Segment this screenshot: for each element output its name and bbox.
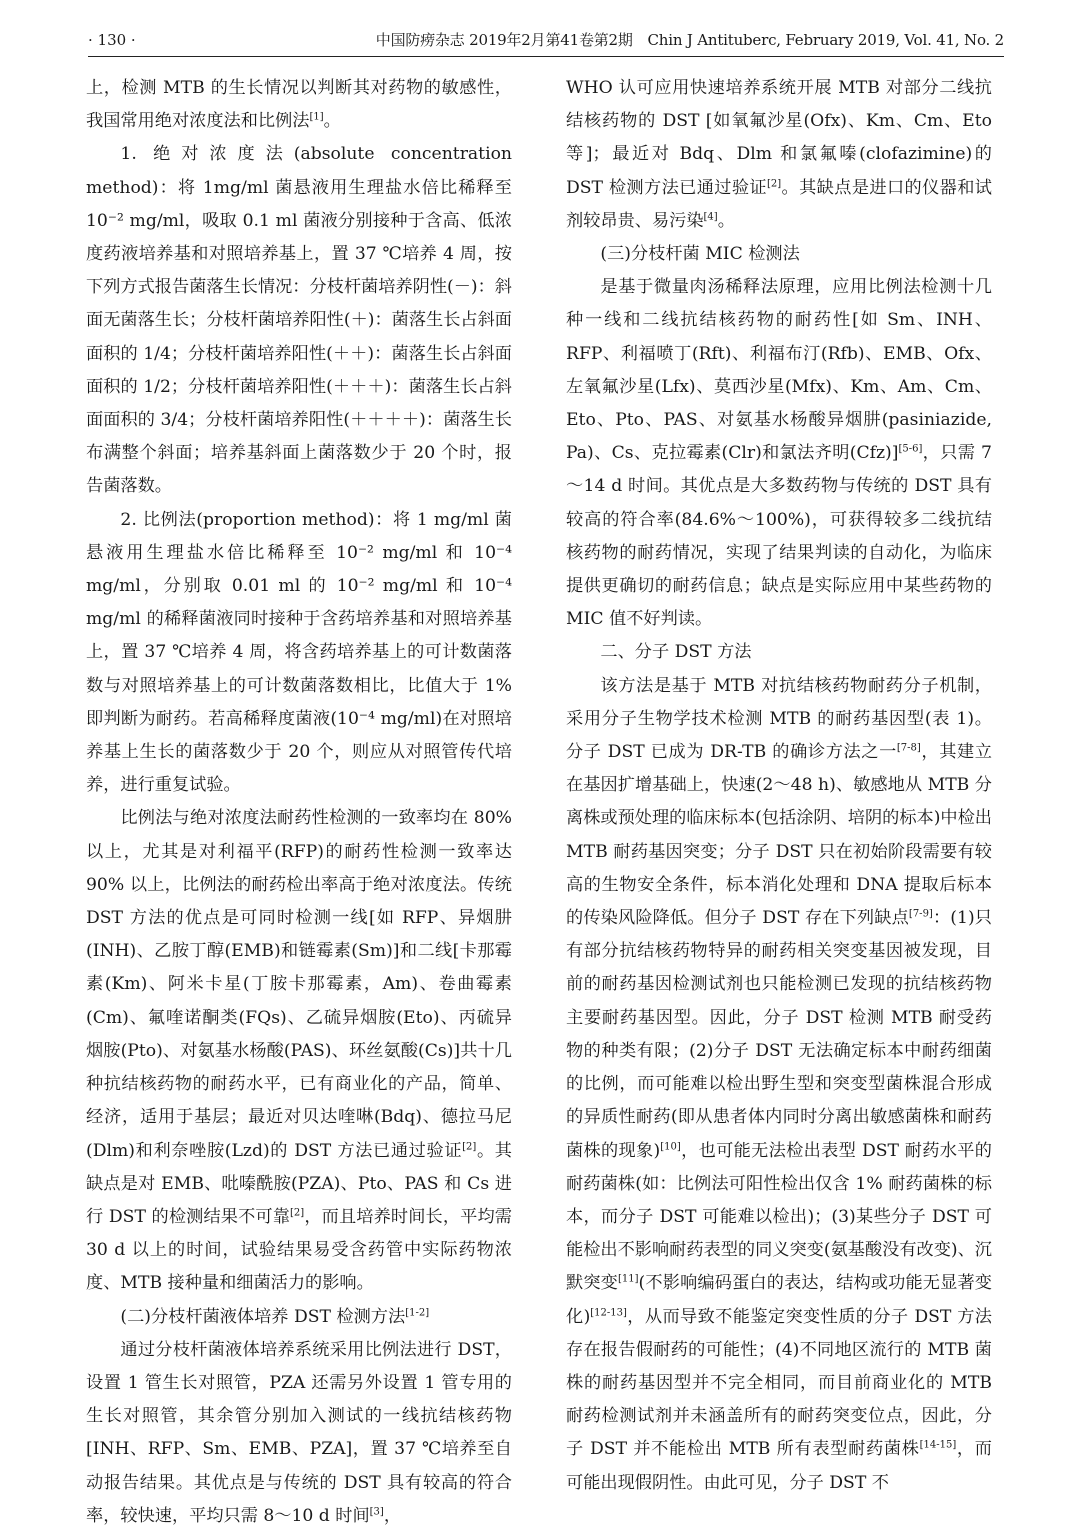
running-header — [88, 26, 1004, 54]
citation[interactable]: [1-2] — [405, 1306, 430, 1318]
citation[interactable]: [14-15] — [919, 1439, 957, 1451]
section-heading: 二、分子 DST 方法 — [600, 642, 752, 663]
section-heading: (三)分枝杆菌 MIC 检测法 — [600, 244, 800, 265]
citation[interactable]: [12-13] — [590, 1306, 627, 1318]
left-column — [86, 72, 512, 1533]
citation[interactable]: [3] — [369, 1506, 384, 1517]
citation[interactable]: [4] — [703, 211, 718, 223]
citation[interactable]: [7-8] — [896, 742, 921, 754]
citation[interactable]: [2] — [462, 1140, 477, 1152]
paragraph: 该方法是基于 MTB 对抗结核药物耐药分子机制，采用分子生物学技术检测 MTB 的耐药基因型(表 1)。分子 DST 已成为 DR-TB 的确诊方法之一[7-8]，其建立在基因扩增基础上，快速(2～48 h)、敏感地从 MTB 分离株或预处理的临床标本(包括涂阴、培阴的标本)中检出 MTB 耐药基因突变；分子 DST 只在初始阶段需要有较高的生物安全条件，标本消化处理和 DNA 提取后标本的传染风险降低。但分子 DST 存在下列缺点[7-9]：(1)只有部分抗结核药物特异的耐药相关突变基因被发现，目前的耐药基因检测试剂也只能检测已发现的抗结核药物主要耐药基因型。因此，分子 DST 检测 MTB 耐受药物的种类有限；(2)分子 DST 无法确定标本中耐药细菌的比例，而可能难以检出野生型和突变型菌株混合形成的异质性耐药(即从患者体内同时分离出敏感菌株和耐药菌株的现象)[10]，也可能无法检出表型 DST 耐药水平的耐药菌株(如：比例法可阳性检出仅含 1% 耐药菌株的标本，而分子 DST 可能难以检出)；(3)某些分子 DST 可能检出不影响耐药表型的同义突变(氨基酸没有改变)、沉默突变[11](不影响编码蛋白的表达，结构或功能无显著变化)[12-13]，从而导致不能鉴定突变性质的分子 DST 方法存在报告假耐药的可能性；(4)不同地区流行的 MTB 菌株的耐药基因型并不完全相同，而目前商业化的 MTB 耐药检测试剂并未涵盖所有的耐药突变位点，因此，分子 DST 并不能检出 MTB 所有表型耐药菌株[14-15]，而可能出现假阴性。由此可见，分子 DST 不 — [566, 675, 992, 1493]
paragraph: WHO 认可应用快速培养系统开展 MTB 对部分二线抗结核药物的 DST [如氧氟沙星(Ofx)、Km、Cm、Eto 等]；最近对 Bdq、Dlm 和氯氟嗪(clofazimine)的 DST 检测方法已通过验证[2]。其缺点是进口的仪器和试剂较昂贵、易污染[4]。 — [566, 78, 992, 231]
section-heading: (二)分枝杆菌液体培养 DST 检测方法[1-2] — [120, 1306, 430, 1327]
citation[interactable]: [11] — [618, 1273, 639, 1285]
citation[interactable]: [10] — [660, 1140, 681, 1152]
journal-citation: 中国防痨杂志 2019年2月第41卷第2期 Chin J Antituberc, February 2019, Vol. 41, No. 2 — [375, 31, 1004, 49]
paragraph-absolute-concentration: 1. 绝对浓度法(absolute concentration method)：将 1mg/ml 菌悬液用生理盐水倍比稀释至 10⁻² mg/ml，吸取 0.1 ml 菌液分别接种于含高、低浓度药液培养基和对照培养基上，置 37 ℃培养 4 周，按下列方式报告菌落生长情况：分枝杆菌培养阴性(－)：斜面无菌落生长；分枝杆菌培养阳性(＋)：菌落生长占斜面面积的 1/4；分枝杆菌培养阳性(＋＋)：菌落生长占斜面面积的 1/2；分枝杆菌培养阳性(＋＋＋)：菌落生长占斜面面积的 3/4；分枝杆菌培养阳性(＋＋＋＋)：菌落生长布满整个斜面；培养基斜面上菌落数少于 20 个时，报告菌落数。 — [86, 144, 512, 497]
citation[interactable]: [5-6] — [898, 443, 923, 455]
citation[interactable]: [7-9] — [908, 908, 933, 920]
paragraph: 是基于微量肉汤稀释法原理，应用比例法检测十几种一线和二线抗结核药物的耐药性[如 Sm、INH、RFP、利福喷丁(Rft)、利福布汀(Rfb)、EMB、Ofx、左氧氟沙星(Lfx)、莫西沙星(Mfx)、Km、Am、Cm、Eto、Pto、PAS、对氨基水杨酸异烟肼(pasiniazide, Pa)、Cs、克拉霉素(Clr)和氯法齐明(Cfz)][5-6]，只需 7～14 d 时间。其优点是大多数药物与传统的 DST 具有较高的符合率(84.6%～100%)，可获得较多二线抗结核药物的耐药情况，实现了结果判读的自动化，为临床提供更确切的耐药信息；缺点是实际应用中某些药物的 MIC 值不好判读。 — [566, 277, 992, 630]
paragraph-proportion-method: 2. 比例法(proportion method)：将 1 mg/ml 菌悬液用生理盐水倍比稀释至 10⁻² mg/ml 和 10⁻⁴ mg/ml，分别取 0.01 ml 的 10⁻² mg/ml 和 10⁻⁴ mg/ml 的稀释菌液同时接种于含药培养基和对照培养基上，置 37 ℃培养 4 周，将含药培养基上的可计数菌落数与对照培养基上的可计数菌落数相比，比值大于 1% 即判断为耐药。若高稀释度菌液(10⁻⁴ mg/ml)在对照培养基上生长的菌落数少于 20 个，则应从对照管传代培养，进行重复试验。 — [86, 509, 512, 796]
paragraph: 通过分枝杆菌液体培养系统采用比例法进行 DST，设置 1 管生长对照管，PZA 还需另外设置 1 管专用的生长对照管，其余管分别加入测试的一线抗结核药物[INH、RFP、Sm、EMB、PZA]，置 37 ℃培养至自动报告结果。其优点是与传统的 DST 具有较高的符合率，较快速，平均只需 8～10 d 时间[3]， — [86, 1339, 512, 1526]
page-number: · 130 · — [88, 31, 136, 49]
citation[interactable]: [2] — [766, 177, 782, 189]
right-column — [566, 72, 992, 1500]
paragraph: 上，检测 MTB 的生长情况以判断其对药物的敏感性，我国常用绝对浓度法和比例法[1]。 — [86, 78, 512, 132]
header-rule — [88, 56, 1004, 57]
citation[interactable]: [2] — [290, 1207, 305, 1219]
citation[interactable]: [1] — [309, 111, 324, 123]
paragraph: 比例法与绝对浓度法耐药性检测的一致率均在 80% 以上，尤其是对利福平(RFP)的耐药性检测一致率达 90% 以上，比例法的耐药检出率高于绝对浓度法。传统 DST 方法的优点是可同时检测一线[如 RFP、异烟肼(INH)、乙胺丁醇(EMB)和链霉素(Sm)]和二线[卡那霉素(Km)、阿米卡星(丁胺卡那霉素，Am)、卷曲霉素(Cm)、氟喹诺酮类(FQs)、乙硫异烟胺(Eto)、丙硫异烟胺(Pto)、对氨基水杨酸(PAS)、环丝氨酸(Cs)]共十几种抗结核药物的耐药水平，已有商业化的产品，简单、经济，适用于基层；最近对贝达喹啉(Bdq)、德拉马尼(Dlm)和利奈唑胺(Lzd)的 DST 方法已通过验证[2]。其缺点是对 EMB、吡嗪酰胺(PZA)、Pto、PAS 和 Cs 进行 DST 的检测结果不可靠[2]，而且培养时间长，平均需 30 d 以上的时间，试验结果易受含药管中实际药物浓度、MTB 接种量和细菌活力的影响。 — [86, 808, 512, 1294]
